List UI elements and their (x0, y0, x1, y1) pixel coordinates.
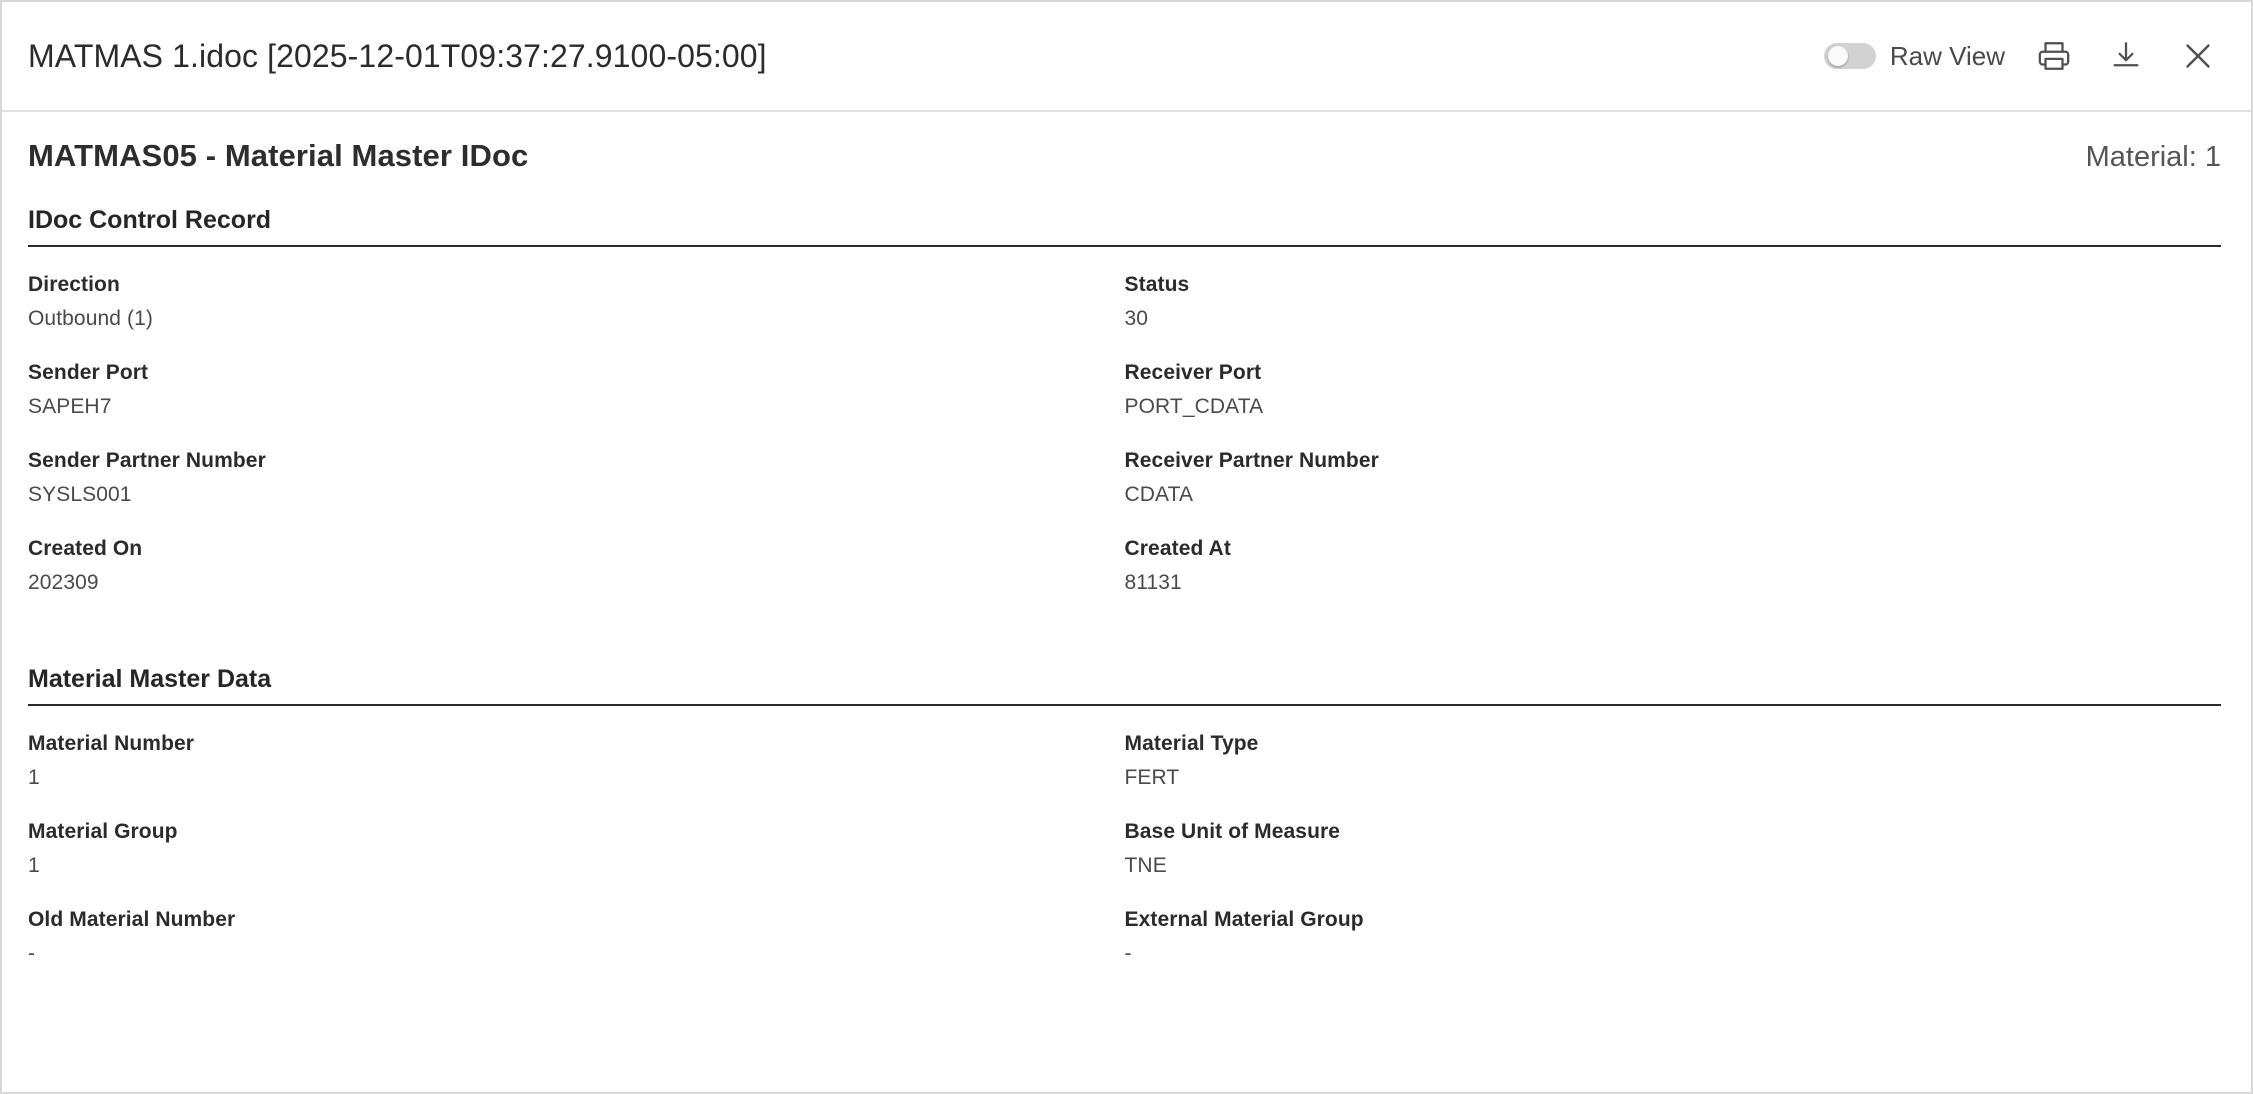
field-label: Material Group (28, 820, 178, 843)
raw-view-toggle[interactable] (1824, 41, 2005, 72)
field-value: SAPEH7 (28, 395, 112, 418)
field-created-on (28, 537, 1125, 625)
section-idoc-control-record (28, 206, 2221, 625)
field-label: Created On (28, 537, 143, 560)
field-label: Material Type (1124, 732, 1259, 755)
print-button[interactable] (2031, 33, 2077, 79)
field-label: Material Number (28, 732, 195, 755)
field-direction (28, 273, 1125, 361)
field-value: - (1124, 942, 1132, 965)
field-label: External Material Group (1124, 908, 1364, 931)
printer-icon (2037, 39, 2071, 73)
document-title: MATMAS 1.idoc [2025-12-01T09:37:27.9100-05:00] (28, 37, 767, 74)
field-material-type (1125, 732, 2222, 820)
field-value: PORT_CDATA (1124, 395, 1264, 418)
window-titlebar (2, 2, 2251, 112)
section-spacer (28, 631, 2221, 665)
field-status (1125, 273, 2222, 361)
field-label: Created At (1124, 537, 1231, 560)
titlebar-actions (1824, 33, 2221, 79)
field-value: CDATA (1124, 483, 1194, 506)
field-value: - (28, 942, 36, 965)
section-title: Material Master Data (28, 665, 2221, 706)
download-button[interactable] (2103, 33, 2149, 79)
field-value: 1 (28, 854, 40, 877)
field-base-unit-of-measure (1125, 820, 2222, 908)
field-value: 81131 (1124, 571, 1182, 594)
idoc-content (2, 112, 2251, 996)
field-label: Old Material Number (28, 908, 236, 931)
field-label: Direction (28, 273, 120, 296)
field-sender-port (28, 361, 1125, 449)
field-grid (28, 273, 2221, 625)
field-material-number (28, 732, 1125, 820)
field-value: SYSLS001 (28, 483, 132, 506)
raw-view-label: Raw View (1889, 40, 2005, 71)
material-summary: Material: 1 (2085, 141, 2221, 173)
field-sender-partner-number (28, 449, 1125, 537)
document-header (28, 138, 2221, 174)
section-material-master-data (28, 665, 2221, 996)
field-grid (28, 732, 2221, 996)
field-label: Sender Partner Number (28, 449, 266, 472)
field-value: 202309 (28, 571, 99, 594)
field-label: Base Unit of Measure (1124, 820, 1341, 843)
field-external-material-group (1125, 908, 2222, 996)
field-receiver-partner-number (1125, 449, 2222, 537)
field-value: FERT (1124, 766, 1180, 789)
field-label: Receiver Partner Number (1124, 449, 1379, 472)
raw-view-switch-knob (1828, 46, 1848, 66)
field-value: 30 (1124, 307, 1149, 330)
field-created-at (1125, 537, 2222, 625)
field-material-group (28, 820, 1125, 908)
raw-view-switch[interactable] (1824, 43, 1876, 69)
field-value: 1 (28, 766, 40, 789)
field-label: Status (1124, 273, 1190, 296)
field-label: Receiver Port (1124, 361, 1262, 384)
field-value: TNE (1124, 854, 1167, 877)
close-button[interactable] (2175, 33, 2221, 79)
download-icon (2109, 39, 2143, 73)
field-value: Outbound (1) (28, 307, 153, 330)
field-old-material-number (28, 908, 1125, 996)
close-icon (2180, 38, 2216, 74)
section-title: IDoc Control Record (28, 206, 2221, 247)
field-label: Sender Port (28, 361, 149, 384)
page-title: MATMAS05 - Material Master IDoc (28, 138, 529, 173)
field-receiver-port (1125, 361, 2222, 449)
